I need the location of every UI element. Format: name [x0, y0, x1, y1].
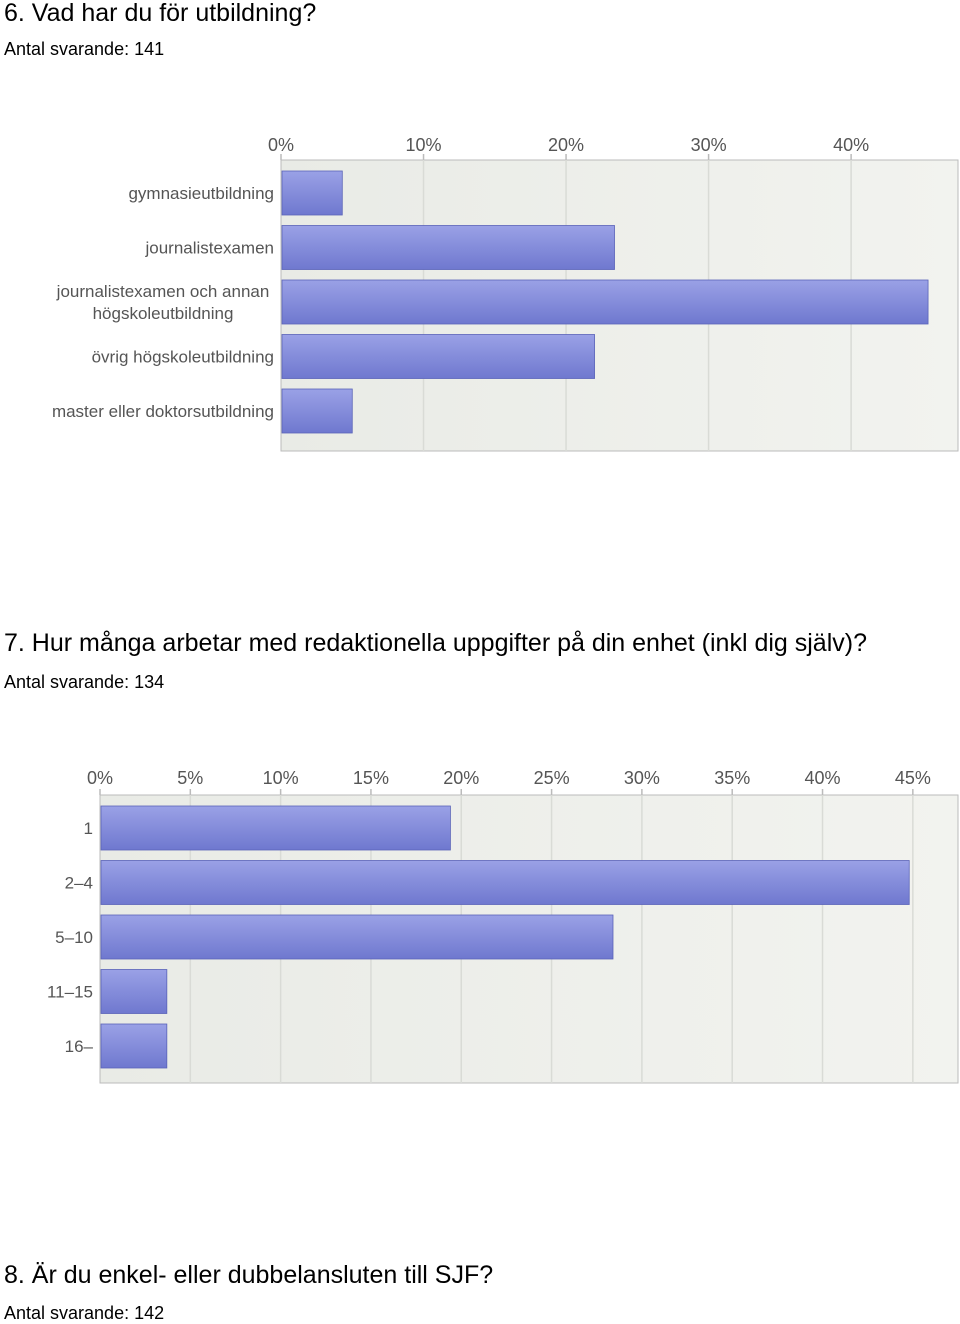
question-6-title: 6. Vad har du för utbildning?: [4, 0, 317, 27]
category-label: 16–: [64, 1037, 93, 1056]
category-label: 11–15: [46, 982, 93, 1002]
bar: [101, 970, 167, 1014]
question-6-respondents: Antal svarande: 141: [4, 39, 165, 59]
category-label: 5–10: [55, 928, 93, 947]
tick-label: 30%: [690, 135, 727, 155]
tick-label: 30%: [623, 768, 660, 788]
category-label: journalistexamen: [145, 238, 274, 258]
category-label: 2–4: [64, 873, 93, 893]
tick-label: 25%: [533, 768, 570, 788]
question-7-title: 7. Hur många arbetar med redaktionella uppgifter på din enhet (inkl dig själv)?: [4, 629, 867, 657]
category-label: gymnasieutbildning: [128, 184, 274, 203]
category-label: 1: [83, 819, 93, 838]
category-label: högskoleutbildning: [92, 304, 234, 323]
category-label: master eller doktorsutbildning: [51, 402, 274, 421]
tick-label: 40%: [804, 768, 841, 788]
tick-label: 40%: [833, 135, 870, 155]
tick-label: 10%: [405, 135, 442, 155]
tick-label: 15%: [352, 768, 389, 788]
tick-label: 0%: [86, 768, 114, 788]
category-label: övrig högskoleutbildning: [91, 347, 274, 367]
bar: [101, 1024, 167, 1068]
tick-label: 5%: [177, 768, 204, 788]
tick-label: 0%: [267, 135, 295, 155]
bar: [101, 915, 613, 959]
bar: [101, 806, 450, 850]
tick-label: 10%: [262, 768, 299, 788]
question-8-respondents: Antal svarande: 142: [4, 1303, 165, 1323]
tick-label: 20%: [548, 135, 585, 155]
tick-label: 45%: [894, 768, 931, 788]
bar: [101, 861, 909, 905]
category-label: journalistexamen och annan: [56, 282, 270, 301]
question-8-title: 8. Är du enkel- eller dubbelansluten till SJF?: [4, 1261, 494, 1289]
tick-label: 35%: [714, 768, 751, 788]
tick-label: 20%: [443, 768, 480, 788]
question-7-respondents: Antal svarande: 134: [4, 672, 165, 692]
